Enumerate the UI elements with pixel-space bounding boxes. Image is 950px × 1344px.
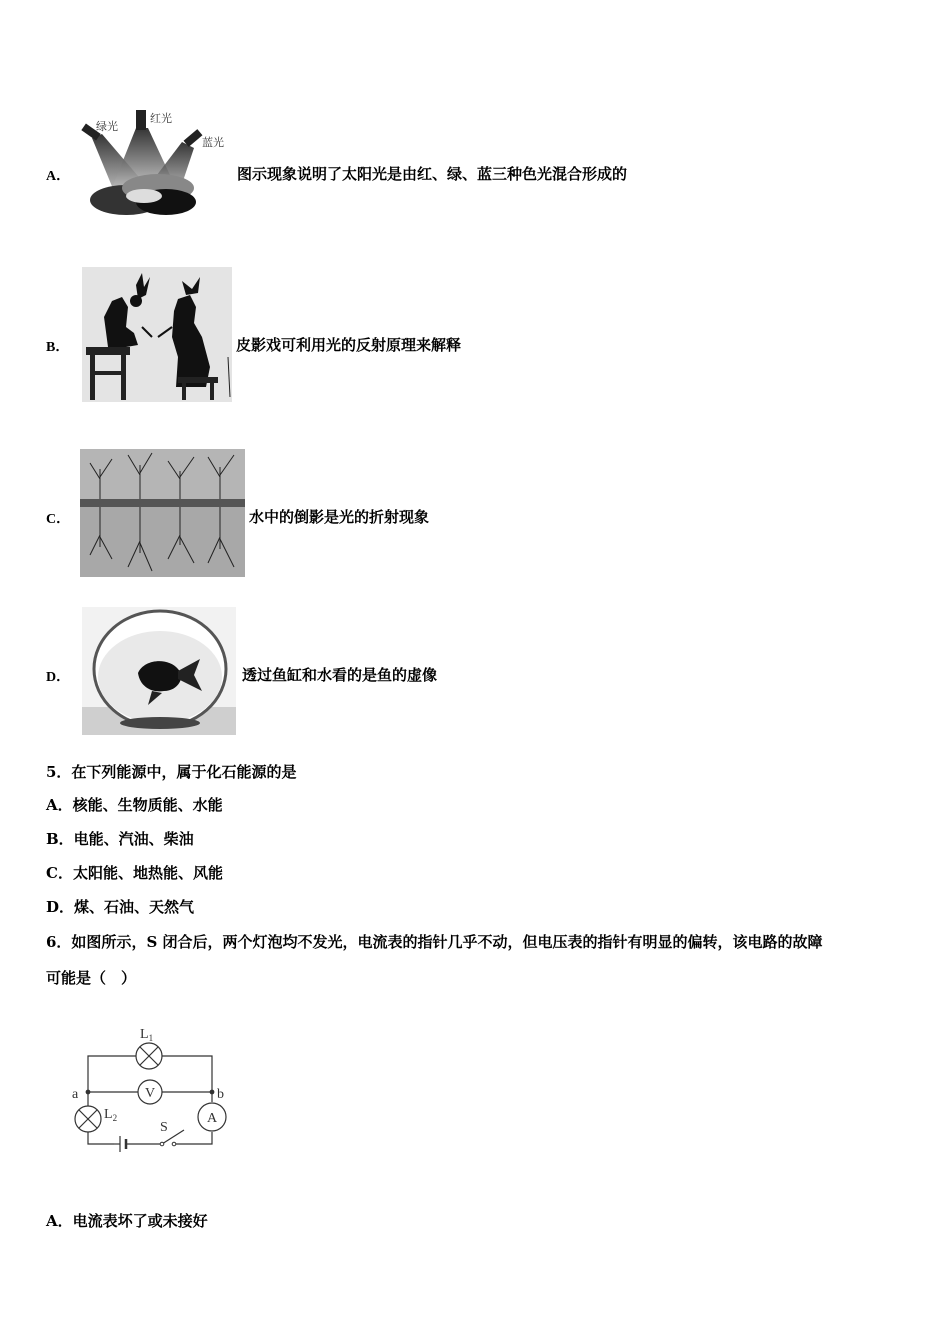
ammeter-icon [198,1103,226,1131]
lamp-l2-subscript: 2 [112,1113,118,1123]
svg-text:L1 [140,1027,153,1043]
lamp-l1-subscript: 1 [148,1033,154,1043]
option-c-letter: C． [46,512,71,527]
option-c-text: 水中的倒影是光的折射现象 [249,508,430,526]
option-b-text: 皮影戏可利用光的反射原理来解释 [236,336,462,354]
lamp-l1-label: L [140,1027,149,1042]
option-a-letter: A． [46,169,71,184]
option-a-text: 图示现象说明了太阳光是由红、绿、蓝三种色光混合形成的 [237,165,628,183]
shadow-play-image [82,267,232,402]
question-5-option-b: B．电能、汽油、柴油 [46,830,194,848]
circuit-diagram [66,1018,242,1156]
question-6-stem-line1: 6．如图所示，S 闭合后，两个灯泡均不发光，电流表的指针几乎不动，但电压表的指针有明显的偏转，该电路的故障 [46,933,823,951]
question-5-option-c: C．太阳能、地热能、风能 [46,864,223,882]
red-light-label: 红光 [150,113,172,125]
lamp-l2-icon [75,1106,101,1132]
voltmeter-icon [138,1080,162,1104]
ammeter-label: A [206,1111,218,1126]
water-reflection-image [80,449,245,577]
question-5-stem: 5．在下列能源中，属于化石能源的是 [46,763,297,781]
blue-light-label: 蓝光 [202,137,224,149]
color-mixing-image [78,104,233,220]
green-light-label: 绿光 [96,121,118,133]
switch-label: S [160,1120,168,1135]
question-6-stem-line2: 可能是（ ） [46,969,137,987]
node-a-label: a [72,1087,79,1102]
option-d-letter: D． [46,670,71,685]
question-6-option-a: A．电流表坏了或未接好 [46,1212,208,1230]
question-5-option-d: D．煤、石油、天然气 [46,898,195,916]
svg-text:L2 [104,1107,117,1123]
lamp-l2-label: L [104,1107,113,1122]
node-b-label: b [217,1087,224,1102]
lamp-l1-icon [136,1043,162,1069]
question-5-option-a: A．核能、生物质能、水能 [46,796,223,814]
fishbowl-image [82,607,236,735]
voltmeter-label: V [144,1086,156,1101]
option-b-letter: B． [46,340,70,355]
option-d-text: 透过鱼缸和水看的是鱼的虚像 [242,666,438,684]
